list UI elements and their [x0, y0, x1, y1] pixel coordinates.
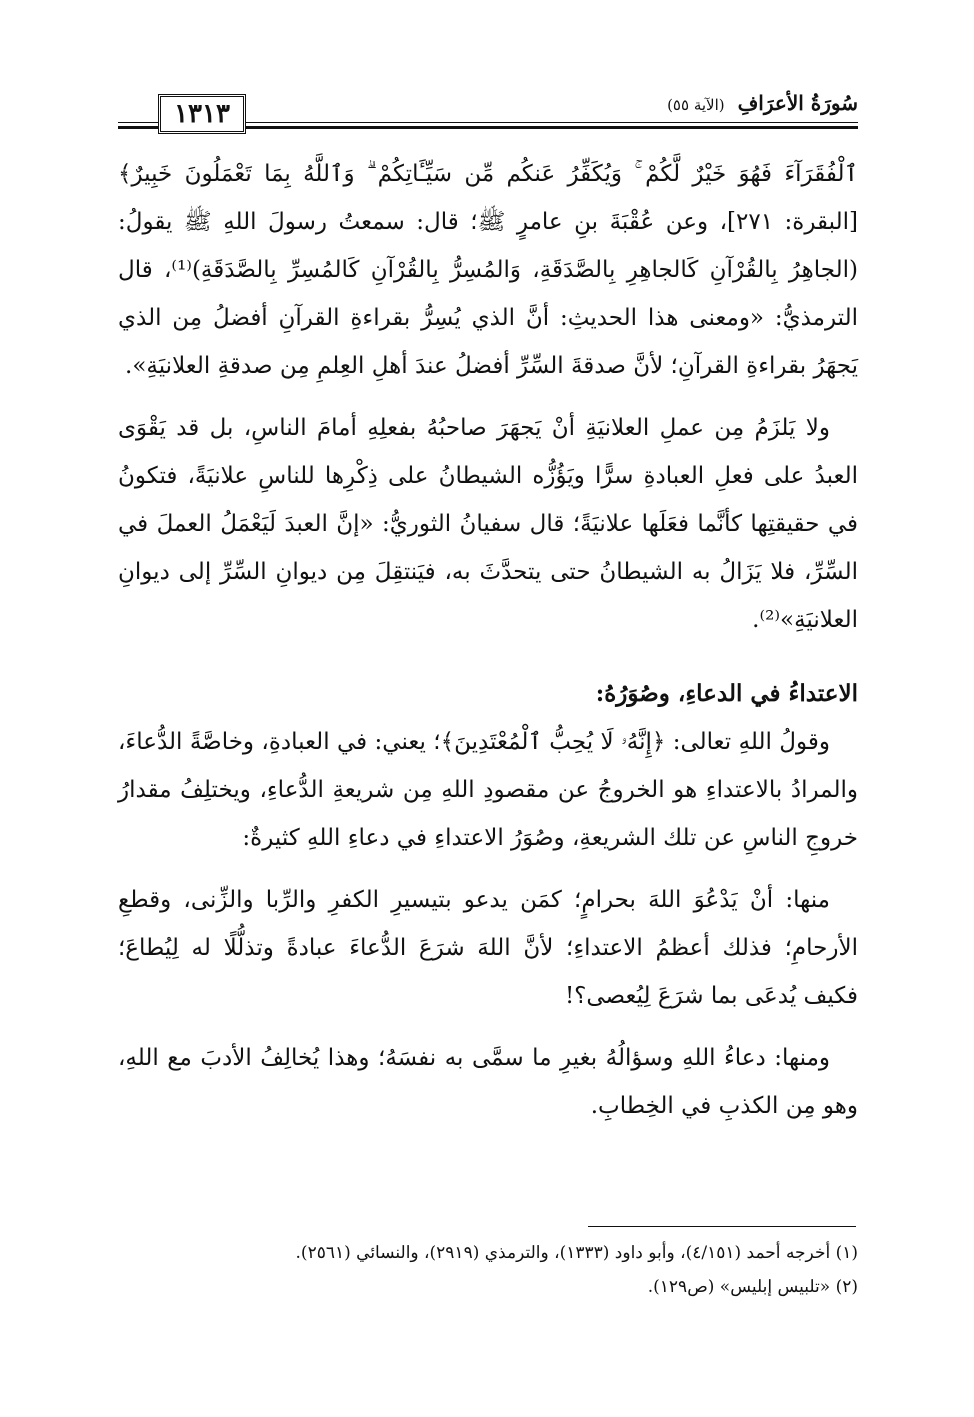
footnotes — [118, 1236, 858, 1304]
page-number: ١٣١٣ — [158, 94, 246, 134]
running-title — [659, 88, 858, 120]
paragraph: ٱلْفُقَرَآءَ فَهُوَ خَيْرٌ لَّكُمْ ۚ وَيُكَفِّرُ عَنكُم مِّن سَيِّـَٔاتِكُمْ ۗ وَٱللَّهُ بِمَا تَعْمَلُونَ خَبِيرٌ﴾ [البقرة: ٢٧١]، وعن عُقْبَةَ بنِ عامرٍ ﷺ؛ قال: سمعتُ رسولَ اللهِ ﷺ يقولُ: (الجاهِرُ بِالقُرْآنِ كَالجاهِرِ بِالصَّدَقَةِ، وَالمُسِرُّ بِالقُرْآنِ كَالمُسِرِّ بِالصَّدَقَةِ)⁽¹⁾، قال الترمذيُّ: «ومعنى هذا الحديثِ: أنَّ الذي يُسِرُّ بقراءةِ القرآنِ أفضلُ مِن الذي يَجهَرُ بقراءةِ القرآنِ؛ لأنَّ صدقةَ السِّرِّ أفضلُ عندَ أهلِ العِلمِ مِن صدقةِ العلانيَةِ». — [118, 161, 858, 379]
page-header — [118, 86, 858, 136]
paragraph: ولا يَلزَمُ مِن عملِ العلانيَةِ أنْ يَجهَرَ صاحبُهُ بفعلِهِ أمامَ الناسِ، بل قد يَقْوَى العبدُ على فعلِ العبادةِ سرًّا ويَؤُزُّه الشيطانُ على ذِكْرِها للناسِ علانيَةً، فتكونُ في حقيقتِها كأنَّما فعَلَها علانيَةً؛ قال سفيانُ الثوريُّ: «إنَّ العبدَ لَيَعْمَلُ العملَ في السِّرِّ، فلا يَزَالُ به الشيطانُ حتى يتحدَّثَ به، فيَنتقِلَ مِن ديوانِ السِّرِّ إلى ديوانِ العلانيَةِ»⁽²⁾. — [118, 415, 858, 633]
header-rule — [118, 126, 158, 129]
header-rule — [118, 122, 158, 123]
footnote: (١) أخرجه أحمد (٤/١٥١)، وأبو داود (١٣٣٣)، والترمذي (٢٩١٩)، والنسائي (٢٥٦١). — [295, 1243, 858, 1263]
section-heading: الاعتداءُ في الدعاءِ، وصُوَرُهُ: — [595, 680, 858, 707]
ayah-reference: (الآية ٥٥) — [667, 96, 725, 114]
paragraph: ومنها: دعاءُ اللهِ وسؤالُهُ بغيرِ ما سمَّى به نفسَهُ؛ وهذا يُخالِفُ الأدبَ مع اللهِ، وهو مِن الكذبِ في الخِطابِ. — [118, 1045, 858, 1119]
footnote-separator — [588, 1226, 856, 1227]
header-rule — [206, 126, 858, 129]
paragraph: منها: أنْ يَدْعُوَ اللهَ بحرامٍ؛ كمَن يدعو بتيسيرِ الكفرِ والرِّبا والزِّنى، وقطعِ الأرحامِ؛ فذلك أعظمُ الاعتداءِ؛ لأنَّ اللهَ شرَعَ الدُّعاءَ عبادةً وتذلُّلًا له لِيُطاعَ؛ فكيف يُدعَى بما شرَعَ لِيُعصى؟! — [118, 887, 858, 1009]
paragraph: وقولُ اللهِ تعالى: ﴿إِنَّهُۥ لَا يُحِبُّ ٱلْمُعْتَدِينَ﴾؛ يعني: في العبادةِ، وخاصَّةً الدُّعاءَ، والمرادُ بالاعتداءِ هو الخروجُ عن مقصودِ اللهِ مِن شريعةِ الدُّعاءِ، ويختلِفُ مقدارُ خروجِ الناسِ عن تلك الشريعةِ، وصُوَرُ الاعتداءِ في دعاءِ اللهِ كثيرةٌ: — [118, 729, 858, 851]
footnote: (٢) «تلبيس إبليس» (ص١٢٩). — [647, 1277, 858, 1297]
main-text — [118, 150, 858, 1130]
header-rule — [206, 122, 858, 123]
surah-title: سُورَةُ الأعرَافِ — [737, 91, 858, 115]
